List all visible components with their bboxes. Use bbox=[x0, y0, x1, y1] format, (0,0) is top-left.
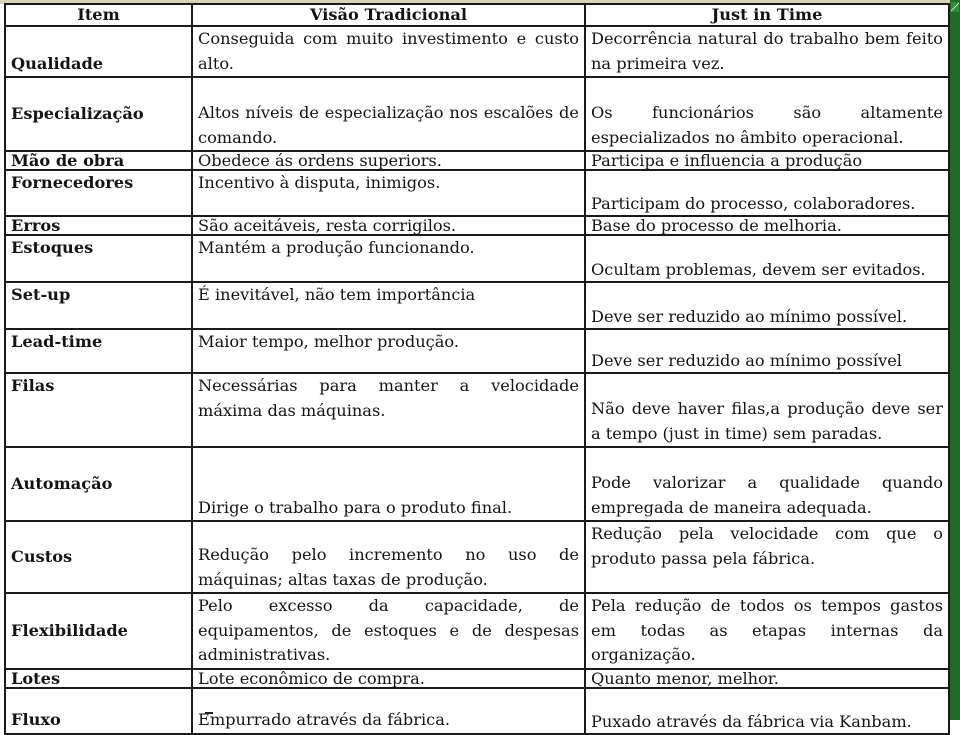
row-traditional-cell: Maior tempo, melhor produção. bbox=[192, 329, 585, 373]
row-jit-cell: Ocultam problemas, devem ser evitados. bbox=[585, 235, 949, 282]
comparison-table bbox=[4, 3, 950, 735]
row-jit-cell: Não deve haver filas,a produção deve ser a tempo (just in time) sem paradas. bbox=[585, 373, 949, 447]
row-jit-cell: Redução pela velocidade com que o produto passa pela fábrica. bbox=[585, 521, 949, 593]
table-row bbox=[5, 593, 949, 669]
row-traditional-cell: Dirige o trabalho para o produto final. bbox=[192, 447, 585, 521]
table-row bbox=[5, 669, 949, 688]
row-jit-cell: Quanto menor, melhor. bbox=[585, 669, 949, 688]
row-jit-cell: Os funcionários são altamente especializados no âmbito operacional. bbox=[585, 77, 949, 151]
page-edge-mark bbox=[205, 712, 213, 718]
row-traditional-cell: Obedece ás ordens superiors. bbox=[192, 151, 585, 170]
row-item-label: Set-up bbox=[5, 282, 192, 329]
row-jit-cell: Pode valorizar a qualidade quando empregada de maneira adequada. bbox=[585, 447, 949, 521]
header-just-in-time: Just in Time bbox=[585, 4, 949, 26]
table-row bbox=[5, 26, 949, 77]
header-item: Item bbox=[5, 4, 192, 26]
row-traditional-cell: Lote econômico de compra. bbox=[192, 669, 585, 688]
row-item-label: Lotes bbox=[5, 669, 192, 688]
row-jit-cell: Deve ser reduzido ao mínimo possível bbox=[585, 329, 949, 373]
row-jit-cell: Participa e influencia a produção bbox=[585, 151, 949, 170]
row-jit-cell: Pela redução de todos os tempos gastos em todas as etapas internas da organização. bbox=[585, 593, 949, 669]
row-item-label: Qualidade bbox=[5, 26, 192, 77]
table-row bbox=[5, 216, 949, 235]
table-row bbox=[5, 170, 949, 216]
table-row bbox=[5, 688, 949, 734]
corner-mark-icon bbox=[951, 2, 959, 12]
row-traditional-cell: Conseguida com muito investimento e custo alto. bbox=[192, 26, 585, 77]
row-traditional-cell: Pelo excesso da capacidade, de equipamentos, de estoques e de despesas administrativas. bbox=[192, 593, 585, 669]
row-jit-cell: Base do processo de melhoria. bbox=[585, 216, 949, 235]
row-jit-cell: Participam do processo, colaboradores. bbox=[585, 170, 949, 216]
table-row bbox=[5, 373, 949, 447]
row-traditional-cell: É inevitável, não tem importância bbox=[192, 282, 585, 329]
table-row bbox=[5, 329, 949, 373]
header-visao-tradicional: Visão Tradicional bbox=[192, 4, 585, 26]
table-row bbox=[5, 447, 949, 521]
row-jit-cell: Deve ser reduzido ao mínimo possível. bbox=[585, 282, 949, 329]
row-item-label: Especialização bbox=[5, 77, 192, 151]
row-item-label: Custos bbox=[5, 521, 192, 593]
row-jit-cell: Decorrência natural do trabalho bem feito na primeira vez. bbox=[585, 26, 949, 77]
row-item-label: Erros bbox=[5, 216, 192, 235]
row-item-label: Estoques bbox=[5, 235, 192, 282]
row-item-label: Flexibilidade bbox=[5, 593, 192, 669]
row-item-label: Fluxo bbox=[5, 688, 192, 734]
row-traditional-cell: Necessárias para manter a velocidade máxima das máquinas. bbox=[192, 373, 585, 447]
row-traditional-cell: Redução pelo incremento no uso de máquinas; altas taxas de produção. bbox=[192, 521, 585, 593]
table-row bbox=[5, 521, 949, 593]
row-item-label: Mão de obra bbox=[5, 151, 192, 170]
row-item-label: Fornecedores bbox=[5, 170, 192, 216]
slide-edge-bar bbox=[950, 0, 960, 720]
table-row bbox=[5, 151, 949, 170]
row-traditional-cell: São aceitáveis, resta corrigilos. bbox=[192, 216, 585, 235]
table-header-row bbox=[5, 4, 949, 26]
row-traditional-cell: Empurrado através da fábrica. bbox=[192, 688, 585, 734]
row-traditional-cell: Altos níveis de especialização nos escalões de comando. bbox=[192, 77, 585, 151]
row-traditional-cell: Incentivo à disputa, inimigos. bbox=[192, 170, 585, 216]
table-row bbox=[5, 235, 949, 282]
table-row bbox=[5, 77, 949, 151]
row-item-label: Filas bbox=[5, 373, 192, 447]
row-item-label: Lead-time bbox=[5, 329, 192, 373]
row-item-label: Automação bbox=[5, 447, 192, 521]
row-traditional-cell: Mantém a produção funcionando. bbox=[192, 235, 585, 282]
table-row bbox=[5, 282, 949, 329]
row-jit-cell: Puxado através da fábrica via Kanbam. bbox=[585, 688, 949, 734]
